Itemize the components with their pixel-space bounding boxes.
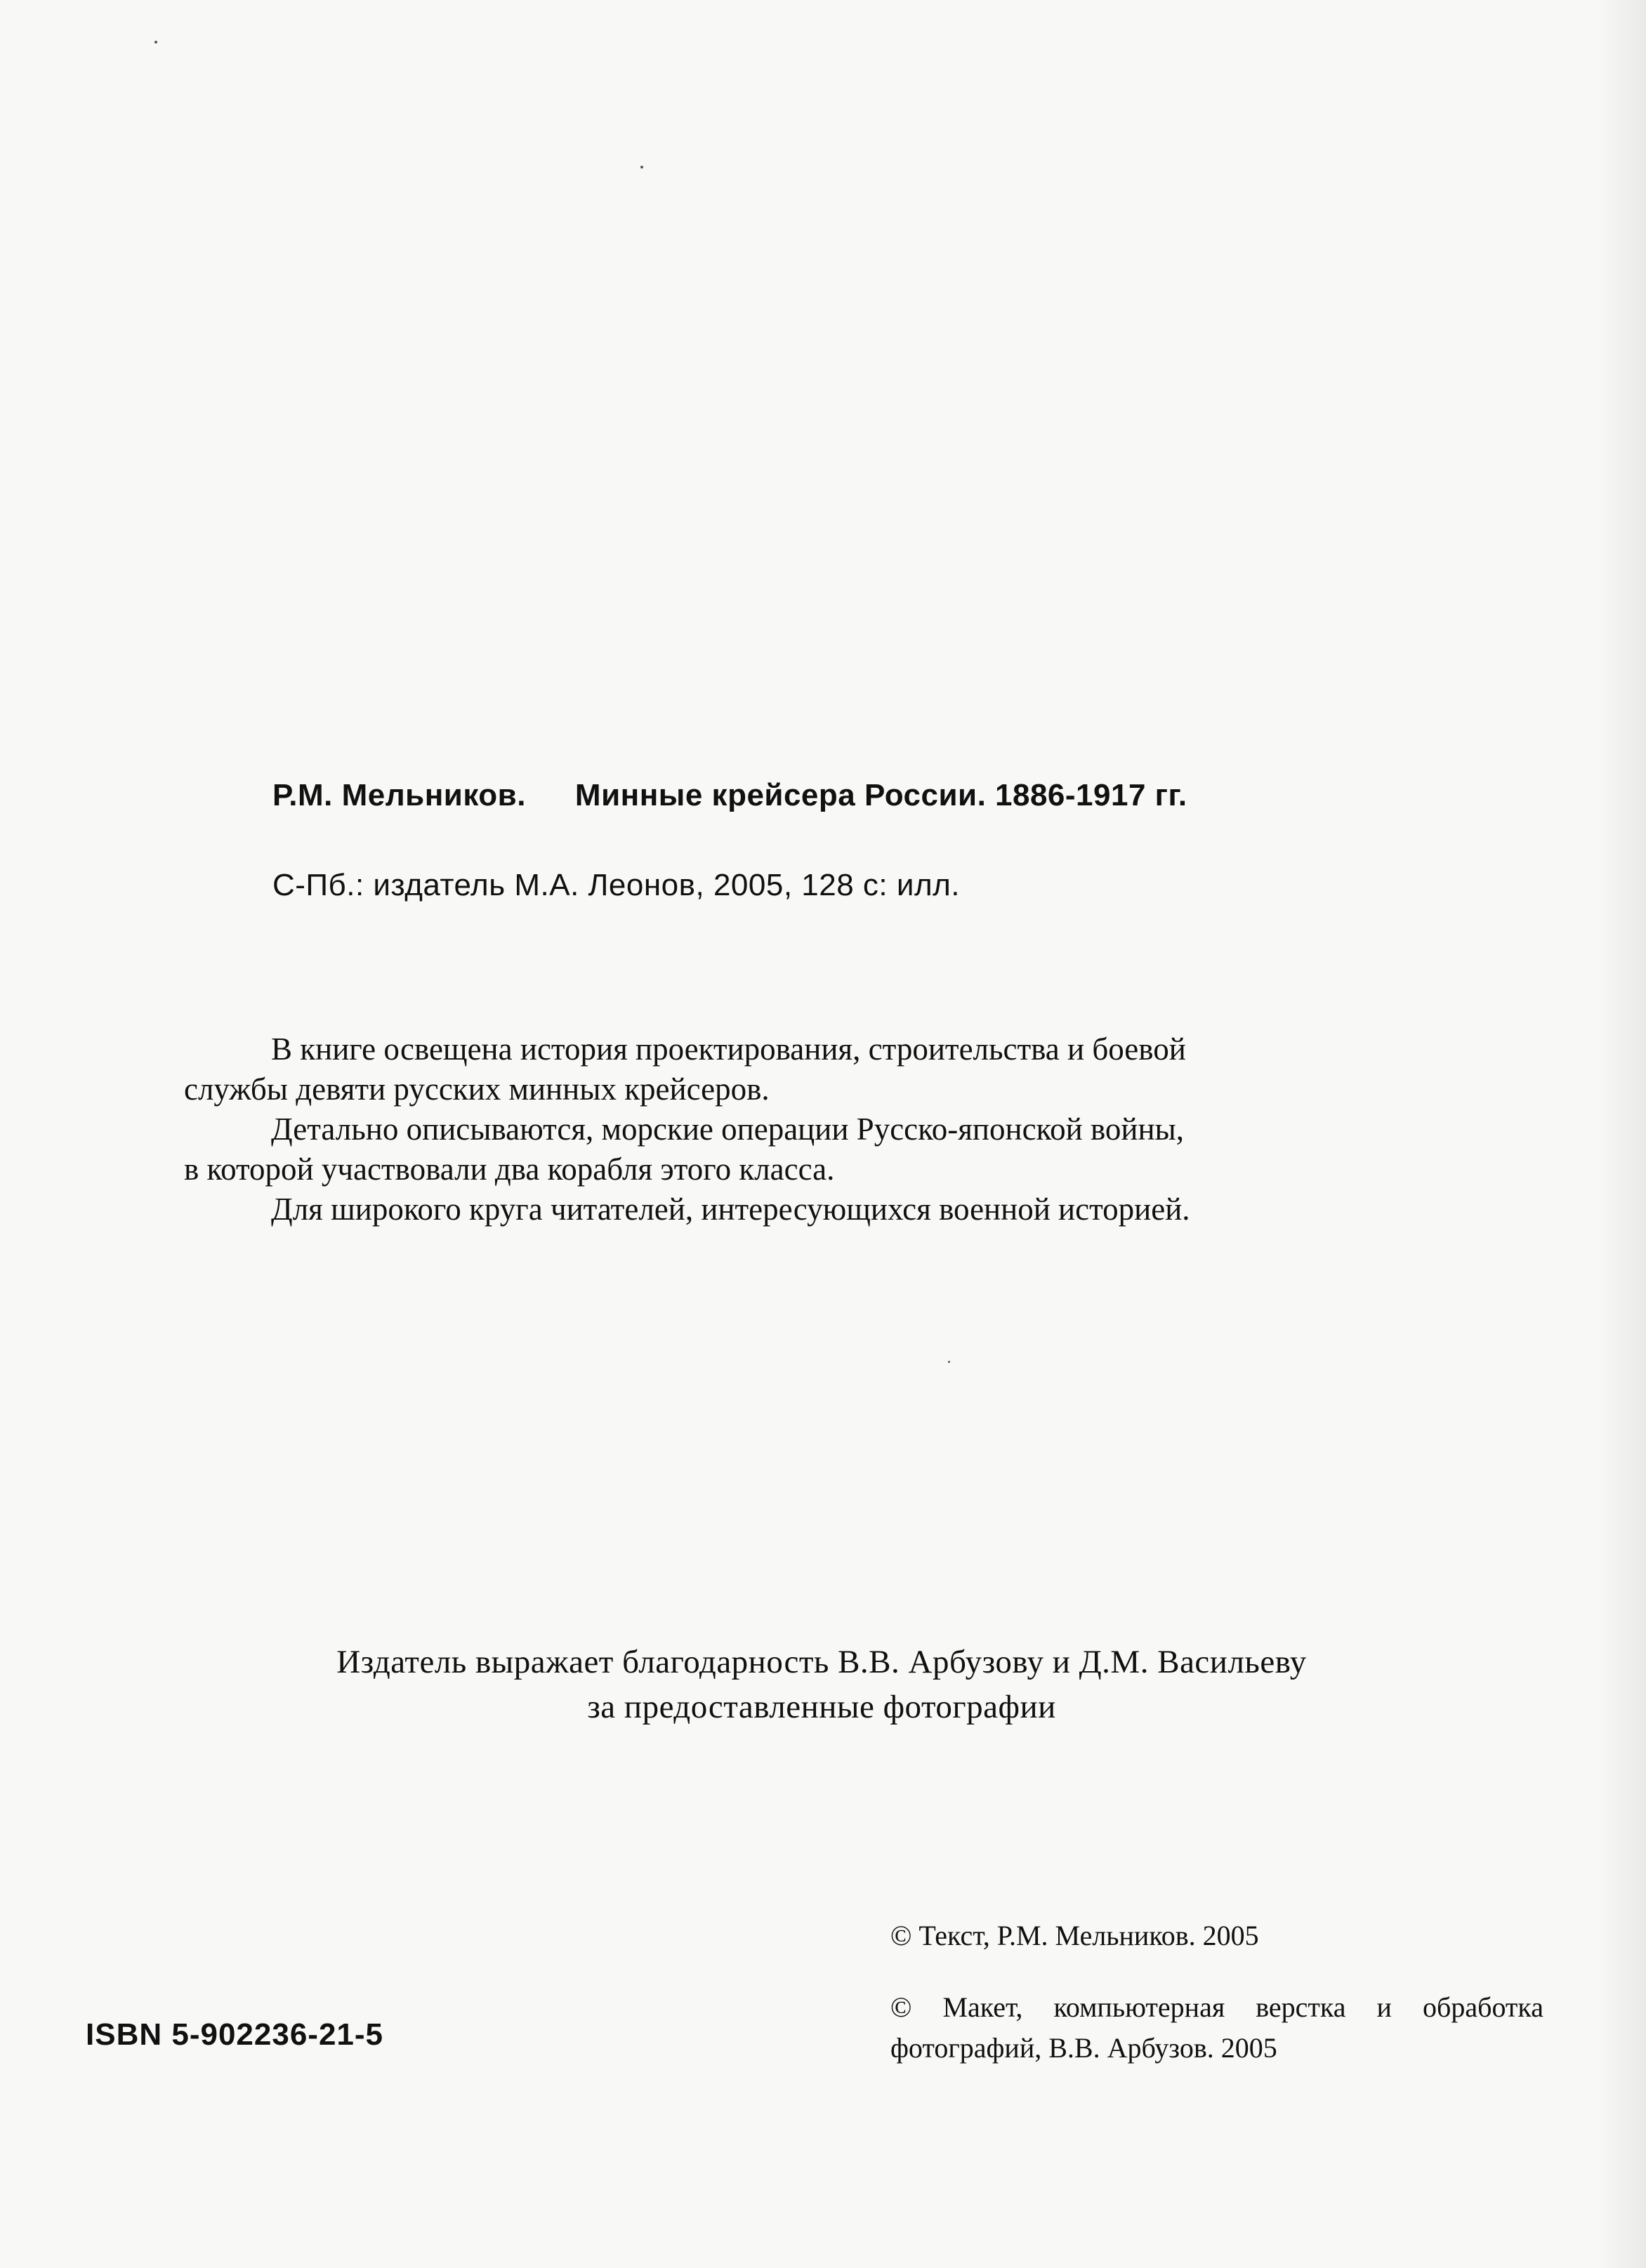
author-name: Р.М. Мельников. bbox=[272, 778, 526, 812]
abstract-line: Для широкого круга читателей, интересующихся военной историей. bbox=[271, 1192, 1190, 1227]
abstract-line: в которой участвовали два корабля этого класса. bbox=[184, 1152, 835, 1187]
book-title: Минные крейсера России. 1886-1917 гг. bbox=[574, 778, 1187, 812]
copyright-word: Макет, bbox=[942, 1991, 1023, 2023]
book-abstract bbox=[184, 1029, 1434, 1229]
copyright-layout-line: фотографий, В.В. Арбузов. 2005 bbox=[890, 2032, 1277, 2064]
abstract-line: службы девяти русских минных крейсеров. bbox=[184, 1072, 770, 1107]
copyright-layout-line bbox=[890, 1987, 1543, 2028]
acknowledgement-line: за предоставленные фотографии bbox=[587, 1689, 1056, 1725]
scan-dust-speck bbox=[154, 41, 157, 44]
copyright-word: обработка bbox=[1423, 1991, 1543, 2023]
copyright-word: компьютерная bbox=[1053, 1991, 1225, 2023]
publication-imprint: С-Пб.: издатель М.А. Леонов, 2005, 128 с: илл. bbox=[272, 868, 961, 902]
copyright-text bbox=[890, 1916, 1550, 1956]
acknowledgement-line: Издатель выражает благодарность В.В. Арбузову и Д.М. Васильеву bbox=[336, 1644, 1307, 1680]
scan-dust-speck bbox=[640, 166, 643, 169]
copyright-word: © bbox=[890, 1991, 912, 2023]
copyright-layout bbox=[890, 1987, 1550, 2069]
abstract-line: Детально описываются, морские операции Русско-японской войны, bbox=[271, 1112, 1185, 1147]
scan-dust-speck bbox=[948, 1361, 950, 1363]
copyright-text-line: © Текст, Р.М. Мельников. 2005 bbox=[890, 1920, 1259, 1951]
abstract-line: В книге освещена история проектирования, строительства и боевой bbox=[271, 1031, 1186, 1067]
acknowledgement bbox=[183, 1640, 1461, 1729]
scan-edge-shadow bbox=[1597, 0, 1646, 2268]
copyright-word: верстка bbox=[1256, 1991, 1346, 2023]
copyright-word: и bbox=[1376, 1991, 1392, 2023]
isbn-number: ISBN 5-902236-21-5 bbox=[86, 2017, 384, 2052]
book-title-line bbox=[272, 778, 1187, 813]
